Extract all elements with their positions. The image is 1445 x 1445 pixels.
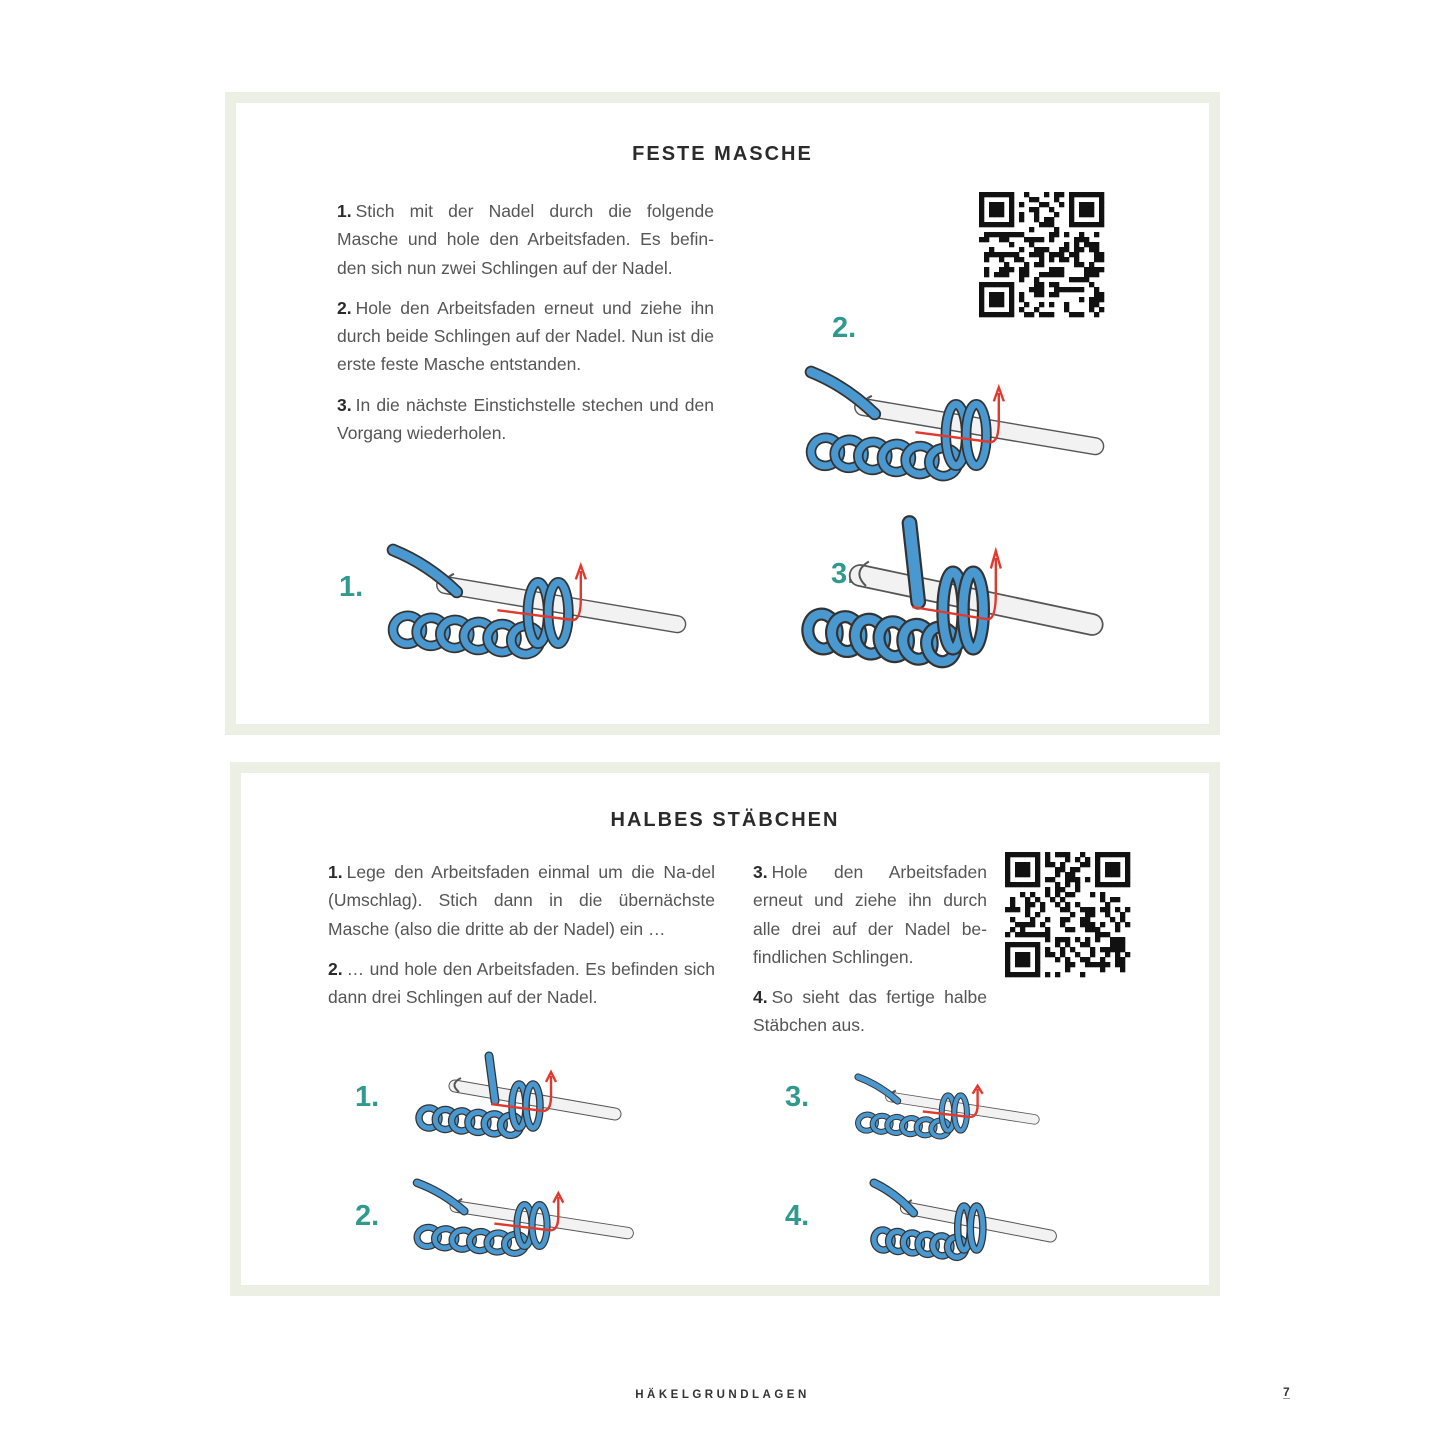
crochet-illustration: [417, 1178, 632, 1273]
figure-label-3: 3.: [785, 1081, 810, 1113]
step-3: 3. Hole den Arbeitsfaden erneut und ziehe ihn durch alle drei auf der Nadel be-findlichen Schlingen.: [753, 862, 987, 967]
step-2: 2. … und hole den Arbeitsfaden. Es befinden sich dann drei Schlingen auf der Nadel.: [328, 958, 715, 1008]
crochet-illustration: [874, 1178, 1054, 1278]
figure-label-1: 1.: [339, 571, 364, 603]
crochet-illustration: [811, 365, 1101, 505]
card-title: FESTE MASCHE: [632, 143, 813, 165]
crochet-illustration: [393, 543, 683, 683]
qr-code-icon[interactable]: [1005, 852, 1130, 977]
instruction-list: [337, 197, 714, 459]
instruction-list-left: [328, 858, 715, 1023]
figure-label-2: 2.: [832, 312, 857, 344]
step-1: 1. Lege den Arbeitsfaden einmal um die Na-del (Umschlag). Stich dann in die übernächste Masche (also die dritte ab der Nadel) ein …: [328, 862, 715, 939]
instruction-list-right: [753, 858, 987, 1052]
crochet-illustration: [808, 523, 1098, 698]
feste-masche-card: [225, 92, 1220, 735]
figure-label-4: 4.: [785, 1200, 810, 1232]
step-2: 2. Hole den Arbeitsfaden erneut und ziehe ihn durch beide Schlingen auf der Nadel. Nun ist die erste feste Masche entstanden.: [337, 297, 714, 375]
step-4: 4. So sieht das fertige halbe Stäbchen aus.: [753, 987, 987, 1036]
qr-code-icon[interactable]: [979, 192, 1104, 317]
crochet-illustration: [858, 1073, 1038, 1153]
page-number: 7: [1283, 1385, 1290, 1399]
figure-label-2: 2.: [355, 1200, 380, 1232]
footer-section-title: HÄKELGRUNDLAGEN: [635, 1389, 810, 1401]
step-1: 1. Stich mit der Nadel durch die folgende Masche und hole den Arbeitsfaden. Es befin-den sich nun zwei Schlingen auf der Nadel.: [337, 201, 714, 278]
card-title: HALBES STÄBCHEN: [610, 809, 840, 831]
step-3: 3. In die nächste Einstichstelle stechen und den Vorgang wiederholen.: [337, 394, 714, 444]
figure-label-3: 3.: [831, 558, 856, 590]
crochet-illustration: [419, 1056, 619, 1156]
figure-label-1: 1.: [355, 1081, 380, 1113]
halbes-staebchen-card: [230, 762, 1220, 1296]
